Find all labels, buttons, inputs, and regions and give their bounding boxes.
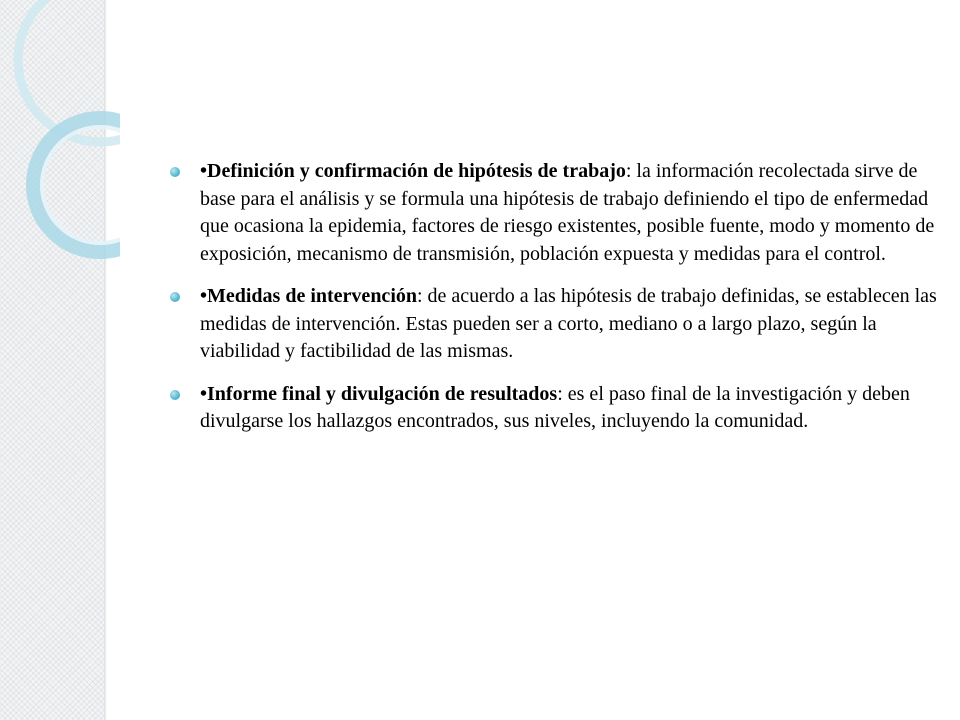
bullet-dot-icon [170, 390, 180, 400]
item-term: •Medidas de intervención [200, 285, 417, 307]
bullet-dot-icon [170, 167, 180, 177]
list-item [168, 158, 938, 268]
item-term: •Informe final y divulgación de resultados [200, 382, 558, 405]
list-item [168, 283, 938, 366]
bullet-list [168, 158, 938, 451]
list-item [168, 381, 938, 436]
item-text: : la información recolectada sirve de base para el análisis y se formula una hipótesis de trabajo definiendo el tipo de enfermedad que ocasiona la epidemia, factores de riesgo existentes, posible fuente, modo y momento de exposición, mecanismo de transmisión, población expuesta y medidas para el control. [200, 160, 935, 265]
item-text: : de acuerdo a las hipótesis de trabajo definidas, se establecen las medidas de intervención. Estas pueden ser a corto, mediano o a largo plazo, según la viabilidad y factibilidad de las mismas. [200, 285, 937, 362]
decorative-rings [0, 0, 120, 260]
item-term: •Definición y confirmación de hipótesis de trabajo [200, 160, 626, 182]
bullet-dot-icon [170, 292, 180, 302]
item-text: : es el paso final de la investigación y deben divulgarse los hallazgos encontrados, sus niveles, incluyendo la comunidad. [200, 382, 910, 432]
